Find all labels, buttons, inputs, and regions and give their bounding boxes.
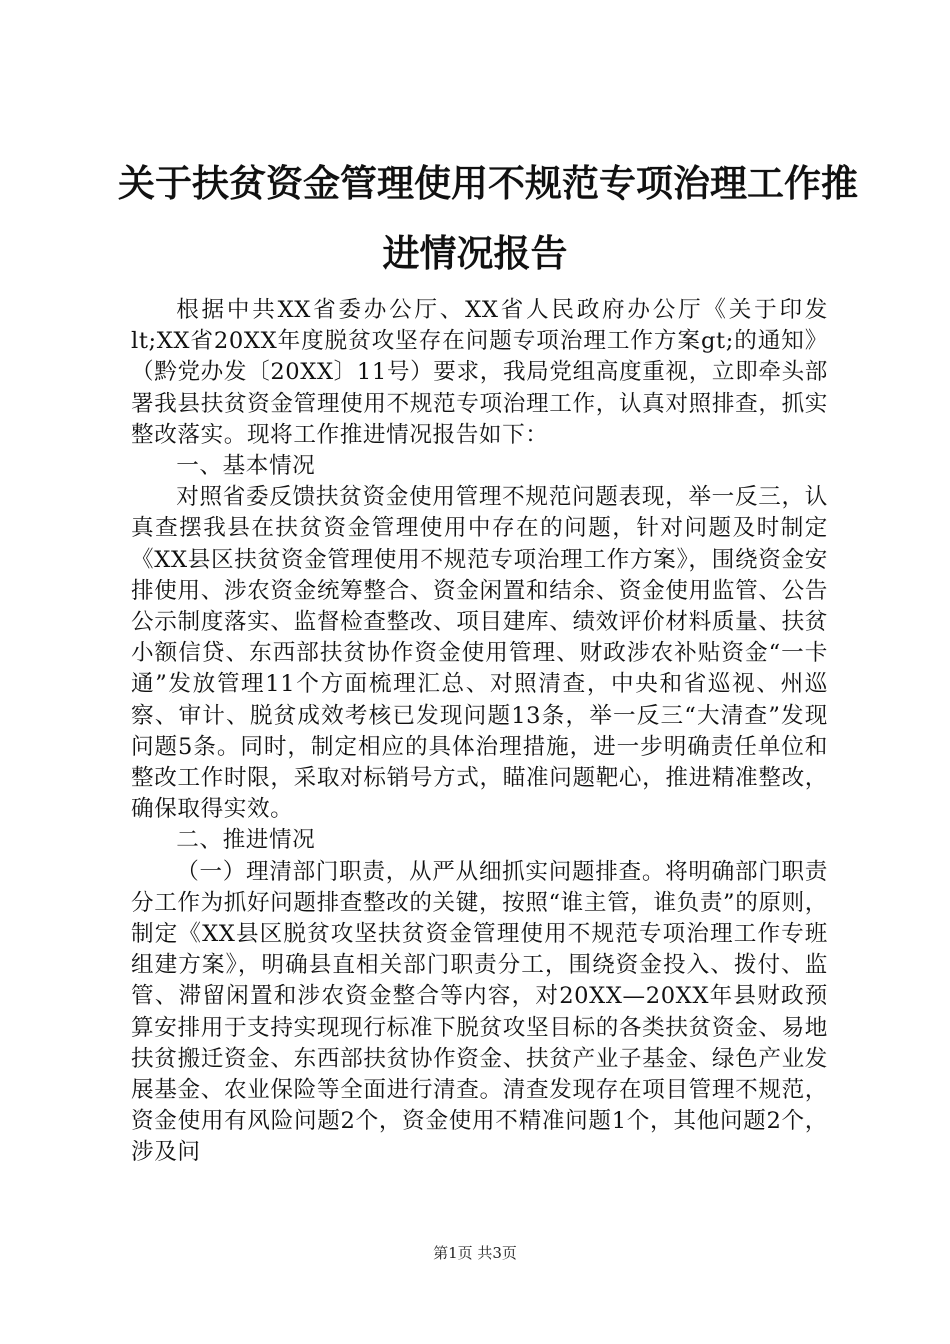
page-footer: 第1页 共3页 [433, 1244, 517, 1262]
basic-situation-paragraph: 对照省委反馈扶贫资金使用管理不规范问题表现，举一反三，认真查摆我县在扶贫资金管理使用中存在的问题，针对问题及时制定《XX县区扶贫资金管理使用不规范专项治理工作方案》，围绕资金安排使用、涉农资金统筹整合、资金闲置和结余、资金使用监管、公告公示制度落实、监督检查整改、项目建库、绩效评价材料质量、扶贫小额信贷、东西部扶贫协作资金使用管理、财政涉农补贴资金“一卡通”发放管理11个方面梳理汇总、对照清查，中央和省巡视、州巡察、审计、脱贫成效考核已发现问题13条，举一反三“大清查”发现问题5条。同时，制定相应的具体治理措施，进一步明确责任单位和整改工作时限，采取对标销号方式，瞄准问题靶心，推进精准整改，确保取得实效。 [131, 484, 828, 823]
document-title [118, 148, 858, 288]
title-line-1: 关于扶贫资金管理使用不规范专项治理工作推 [118, 161, 858, 205]
section-heading-basic: 一、基本情况 [176, 453, 316, 480]
title-line-2: 进情况报告 [382, 231, 568, 275]
progress-paragraph: （一）理清部门职责，从严从细抓实问题排查。将明确部门职责分工作为抓好问题排查整改的关键，按照“谁主管，谁负责”的原则，制定《XX县区脱贫攻坚扶贫资金管理使用不规范专项治理工作专班组建方案》，明确县直相关部门职责分工，围绕资金投入、拨付、监管、滞留闲置和涉农资金整合等内容，对20XX—20XX年县财政预算安排用于支持实现现行标准下脱贫攻坚目标的各类扶贫资金、易地扶贫搬迁资金、东西部扶贫协作资金、扶贫产业子基金、绿色产业发展基金、农业保险等全面进行清查。清查发现存在项目管理不规范，资金使用有风险问题2个，资金使用不精准问题1个，其他问题2个，涉及问 [131, 858, 828, 1166]
intro-paragraph: 根据中共XX省委办公厅、XX省人民政府办公厅《关于印发lt;XX省20XX年度脱贫攻坚存在问题专项治理工作方案gt;的通知》（黔党办发〔20XX〕11号）要求，我局党组高度重视，立即牵头部署我县扶贫资金管理使用不规范专项治理工作，认真对照排查，抓实整改落实。现将工作推进情况报告如下： [131, 297, 828, 448]
document-body [131, 295, 828, 1169]
section-heading-progress: 二、推进情况 [176, 827, 316, 854]
